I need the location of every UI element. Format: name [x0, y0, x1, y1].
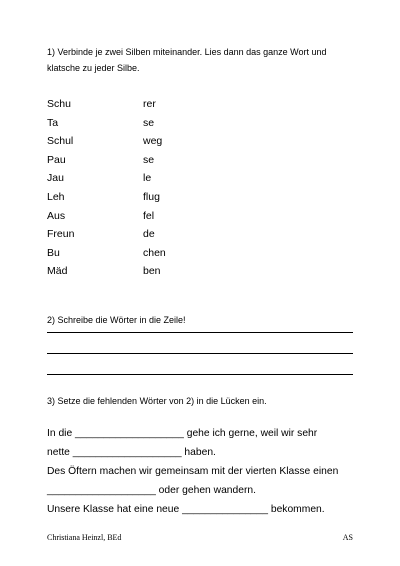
- syllable-right-9: chen: [143, 246, 166, 259]
- cloze-line-3: Des Öftern machen wir gemeinsam mit der vierten Klasse einen: [47, 466, 339, 477]
- syllable-left-1: Schu: [47, 98, 71, 110]
- syllable-column-right: [143, 95, 166, 281]
- syllable-left-2: Ta: [47, 116, 59, 129]
- syllable-right-8: de: [143, 228, 155, 241]
- syllable-left-9: Bu: [47, 246, 60, 259]
- syllable-right-3: weg: [143, 135, 163, 148]
- syllable-left-4: Pau: [47, 153, 66, 166]
- cloze-text: [47, 424, 367, 519]
- task1-instruction-line1: 1) Verbinde je zwei Silben miteinander. Lies dann das ganze Wort und: [47, 47, 327, 57]
- syllable-right-7: fel: [143, 209, 155, 222]
- task3-instruction: 3) Setze die fehlenden Wörter von 2) in die Lücken ein.: [47, 396, 267, 406]
- syllable-left-10: Mäd: [47, 265, 68, 278]
- syllable-left-7: Aus: [47, 209, 66, 222]
- syllable-right-10: ben: [143, 265, 161, 278]
- syllable-left-5: Jau: [47, 172, 64, 185]
- syllable-right-5: le: [143, 172, 152, 185]
- task1-instruction: [47, 44, 367, 76]
- syllable-left-8: Freun: [47, 228, 75, 241]
- writing-line-2[interactable]: [47, 353, 353, 354]
- cloze-line-2: nette ___________________ haben.: [47, 447, 216, 458]
- syllable-left-3: Schul: [47, 135, 74, 148]
- syllable-right-1: rer: [143, 98, 156, 110]
- task2-instruction: 2) Schreibe die Wörter in die Zeile!: [47, 315, 186, 325]
- syllable-right-4: se: [143, 153, 155, 166]
- cloze-line-5: Unsere Klasse hat eine neue _______________ bekommen.: [47, 504, 325, 515]
- cloze-line-4: ___________________ oder gehen wandern.: [47, 485, 256, 496]
- syllable-column-left: [47, 95, 74, 281]
- footer-author: Christiana Heinzl, BEd: [47, 533, 122, 542]
- task1-instruction-line2: klatsche zu jeder Silbe.: [47, 63, 140, 73]
- cloze-line-1: In die ___________________ gehe ich gerne, weil wir sehr: [47, 428, 318, 439]
- writing-line-3[interactable]: [47, 374, 353, 375]
- writing-line-1[interactable]: [47, 332, 353, 333]
- footer-initials: AS: [342, 533, 353, 542]
- syllable-right-6: flug: [143, 190, 160, 203]
- syllable-right-2: se: [143, 116, 155, 129]
- syllable-left-6: Leh: [47, 190, 65, 203]
